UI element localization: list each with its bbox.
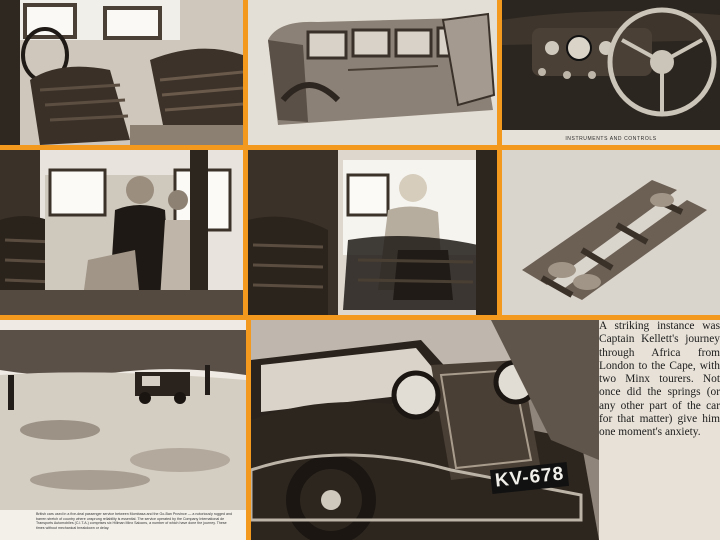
dashboard-photo	[502, 0, 720, 145]
body-shell-photo	[248, 0, 497, 145]
quote-panel	[599, 320, 720, 540]
registration-plate: KV-678	[490, 462, 569, 494]
chassis-frame-photo	[502, 150, 720, 315]
quote-text: A striking instance was Captain Kellett's journey through Africa from London to the Cape, with two Minx tourers. Not once did the springs (or any other part of the car for that matter) give him one moment's anxiety.	[599, 320, 720, 439]
rear-passengers-photo	[0, 150, 243, 315]
car-front-photo	[251, 320, 720, 540]
driver-seat-photo	[248, 150, 497, 315]
interior-seats-photo	[0, 0, 243, 145]
instruments-caption: INSTRUMENTS AND CONTROLS	[565, 136, 657, 142]
expedition-caption: British cars used in a five-deal passenger service between Mombasa and the Go-Ban Province — a notoriously rugged and barren stretch of country where unsprung reliability is essential. The service operated by the Company International de Transports Automobiles (C.I.T.A.) comprises six Hillman Minx Saloons, a number of which have done the journey. These times without mechanical breakdown or delay.	[36, 512, 232, 530]
desert-expedition-photo	[0, 320, 246, 540]
